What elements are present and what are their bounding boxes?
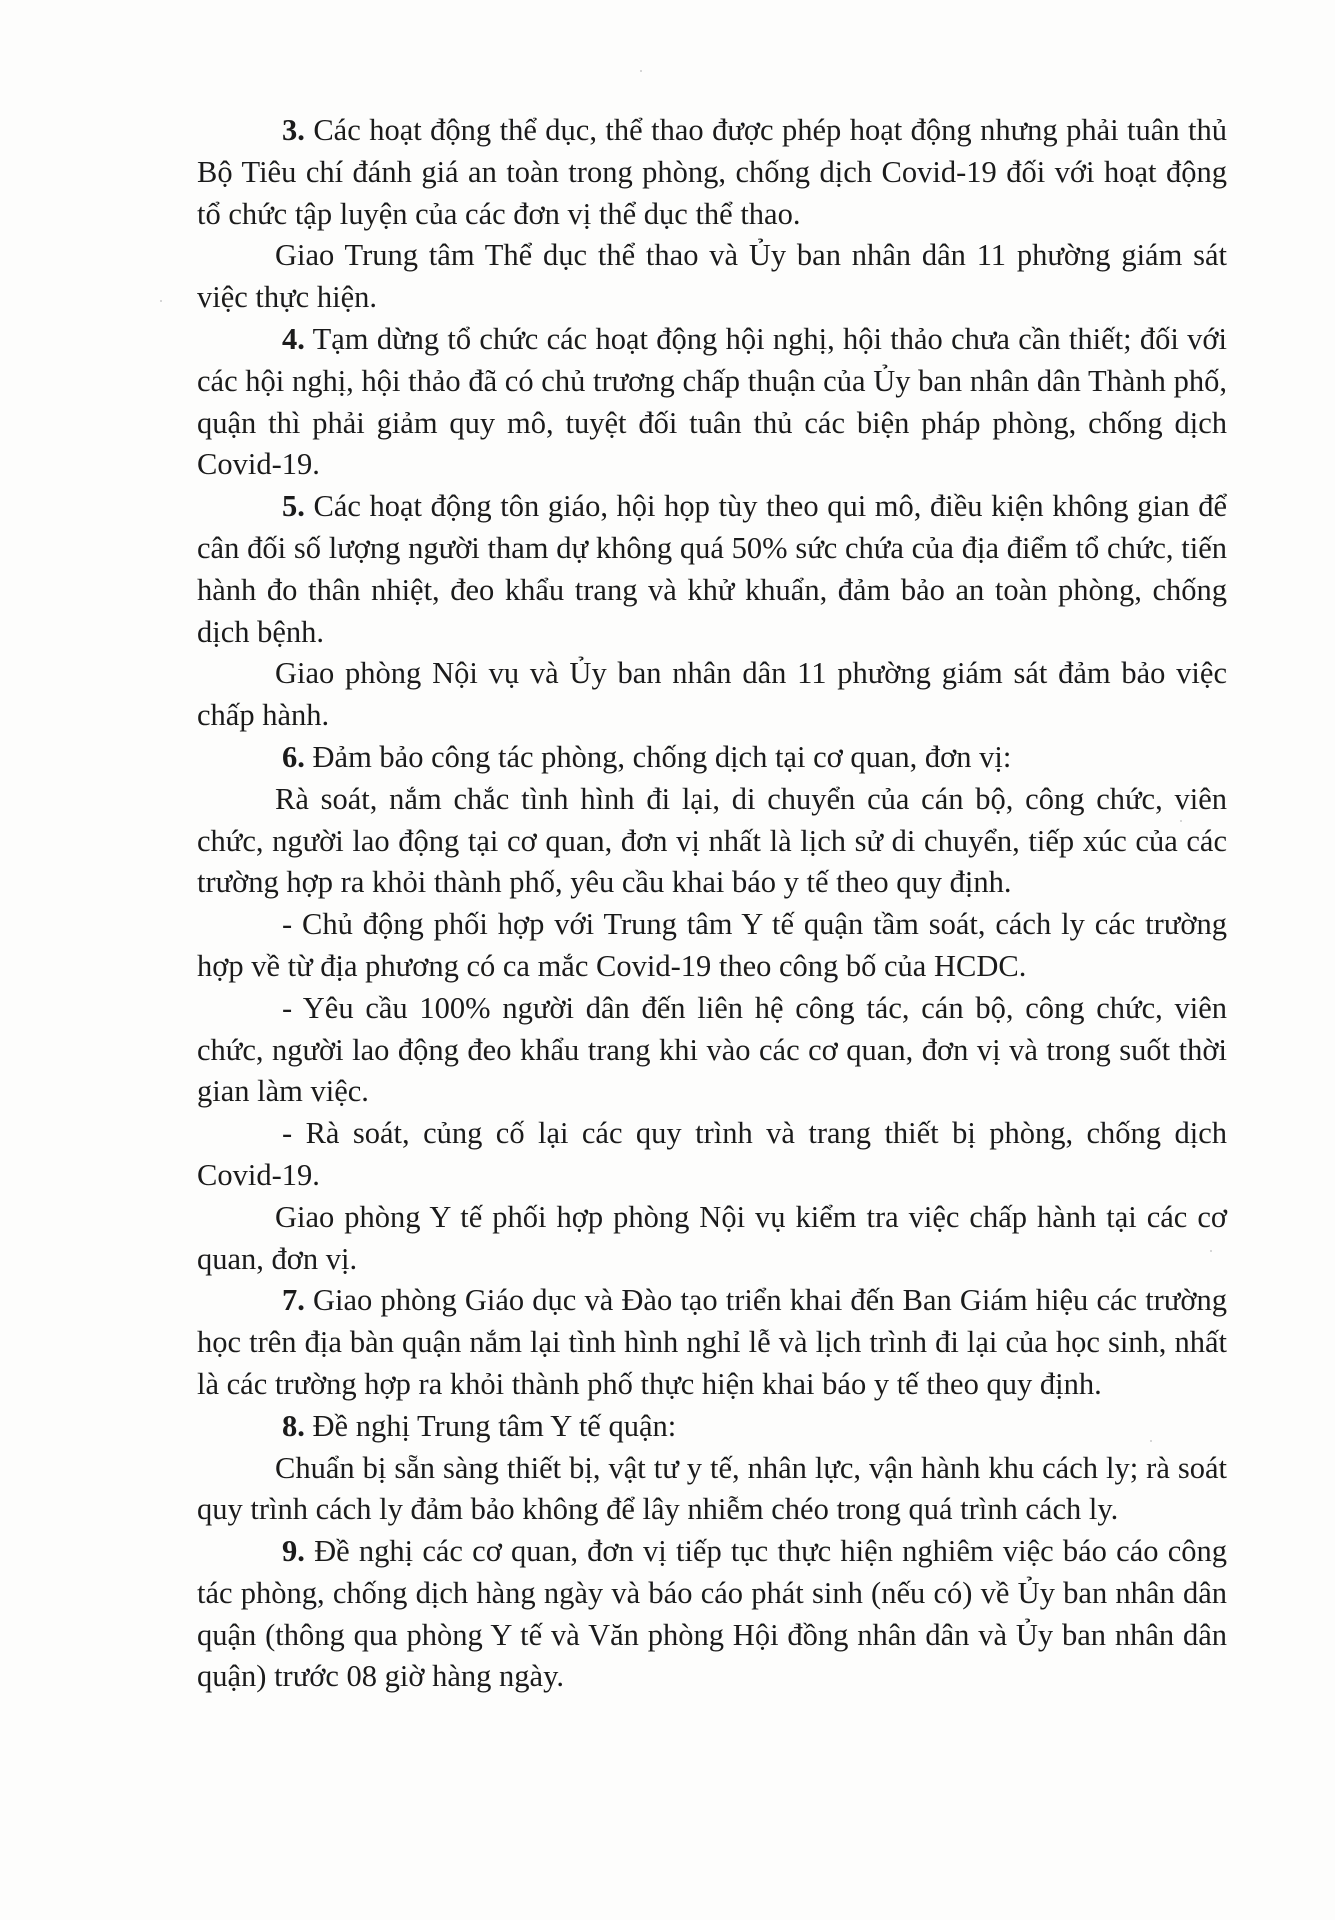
item-number: 4. bbox=[282, 321, 305, 356]
paragraph-text: Các hoạt động thể dục, thể thao được phép hoạt động nhưng phải tuân thủ Bộ Tiêu chí đánh giá an toàn trong phòng, chống dịch Covid-19 đối với hoạt động tổ chức tập luyện của các đơn vị thể dục thể thao. bbox=[197, 113, 1227, 231]
paragraph-text: Các hoạt động tôn giáo, hội họp tùy theo qui mô, điều kiện không gian để cân đối số lượng người tham dự không quá 50% sức chứa của địa điểm tổ chức, tiến hành đo thân nhiệt, đeo khẩu trang và khử khuẩn, đảm bảo an toàn phòng, chống dịch bệnh. bbox=[197, 489, 1227, 649]
paragraph-text: Chuẩn bị sẵn sàng thiết bị, vật tư y tế, nhân lực, vận hành khu cách ly; rà soát quy trình cách ly đảm bảo không để lây nhiễm chéo trong quá trình cách ly. bbox=[197, 1450, 1227, 1527]
bullet-item bbox=[197, 988, 1227, 1113]
paragraph-text: Rà soát, nắm chắc tình hình đi lại, di chuyển của cán bộ, công chức, viên chức, người lao động tại cơ quan, đơn vị nhất là lịch sử di chuyển, tiếp xúc của các trường hợp ra khỏi thành phố, yêu cầu khai báo y tế theo quy định. bbox=[197, 781, 1227, 900]
paragraph-text: Giao phòng Nội vụ và Ủy ban nhân dân 11 phường giám sát đảm bảo việc chấp hành. bbox=[197, 656, 1227, 733]
paragraph-text: - Rà soát, củng cố lại các quy trình và trang thiết bị phòng, chống dịch Covid-19. bbox=[197, 1116, 1227, 1192]
scan-speck bbox=[160, 300, 162, 302]
paragraph-text: - Chủ động phối hợp với Trung tâm Y tế quận tầm soát, cách ly các trường hợp về từ địa phương có ca mắc Covid-19 theo công bố của HCDC. bbox=[197, 907, 1227, 983]
paragraph-text: Tạm dừng tổ chức các hoạt động hội nghị, hội thảo chưa cần thiết; đối với các hội nghị, hội thảo đã có chủ trương chấp thuận của Ủy ban nhân dân Thành phố, quận thì phải giảm quy mô, tuyệt đối tuân thủ các biện pháp phòng, chống dịch Covid-19. bbox=[197, 321, 1227, 482]
bullet-item bbox=[197, 904, 1227, 988]
paragraph-assignment bbox=[197, 653, 1227, 737]
paragraph-text: Giao phòng Y tế phối hợp phòng Nội vụ kiểm tra việc chấp hành tại các cơ quan, đơn vị. bbox=[197, 1199, 1227, 1276]
item-number: 8. bbox=[282, 1408, 305, 1443]
paragraph-item-7 bbox=[197, 1280, 1227, 1405]
paragraph-item-5 bbox=[197, 486, 1227, 653]
paragraph-item-8 bbox=[197, 1406, 1227, 1448]
paragraph-item-4 bbox=[197, 319, 1227, 486]
paragraph-assignment bbox=[197, 1197, 1227, 1281]
paragraph-item-9 bbox=[197, 1531, 1227, 1698]
bullet-item bbox=[197, 1113, 1227, 1197]
item-number: 9. bbox=[282, 1534, 305, 1569]
paragraph-text: Đề nghị các cơ quan, đơn vị tiếp tục thực hiện nghiêm việc báo cáo công tác phòng, chống dịch hàng ngày và báo cáo phát sinh (nếu có) về Ủy ban nhân dân quận (thông qua phòng Y tế và Văn phòng Hội đồng nhân dân và Ủy ban nhân dân quận) trước 08 giờ hàng ngày. bbox=[197, 1534, 1227, 1694]
paragraph-text: Đảm bảo công tác phòng, chống dịch tại cơ quan, đơn vị: bbox=[304, 739, 1012, 774]
item-number: 3. bbox=[282, 113, 305, 147]
paragraph-item-6 bbox=[197, 737, 1227, 779]
scan-speck bbox=[640, 70, 642, 72]
paragraph-text: Giao Trung tâm Thể dục thể thao và Ủy ban nhân dân 11 phường giám sát việc thực hiện. bbox=[197, 238, 1227, 315]
paragraph-text-block bbox=[197, 779, 1227, 904]
item-number: 5. bbox=[282, 489, 305, 524]
item-number: 6. bbox=[282, 739, 305, 774]
paragraph-text: Giao phòng Giáo dục và Đào tạo triển khai đến Ban Giám hiệu các trường học trên địa bàn quận nắm lại tình hình nghỉ lễ và lịch trình đi lại của học sinh, nhất là các trường hợp ra khỏi thành phố thực hiện khai báo y tế theo quy định. bbox=[197, 1283, 1227, 1401]
paragraph-text: - Yêu cầu 100% người dân đến liên hệ công tác, cán bộ, công chức, viên chức, người lao động đeo khẩu trang khi vào các cơ quan, đơn vị và trong suốt thời gian làm việc. bbox=[197, 990, 1227, 1109]
item-number: 7. bbox=[282, 1283, 305, 1318]
paragraph-text: Đề nghị Trung tâm Y tế quận: bbox=[304, 1408, 677, 1443]
paragraph-text-block bbox=[197, 1448, 1227, 1532]
paragraph-item-3 bbox=[197, 110, 1227, 235]
paragraph-assignment bbox=[197, 235, 1227, 319]
document-body bbox=[197, 110, 1227, 1698]
